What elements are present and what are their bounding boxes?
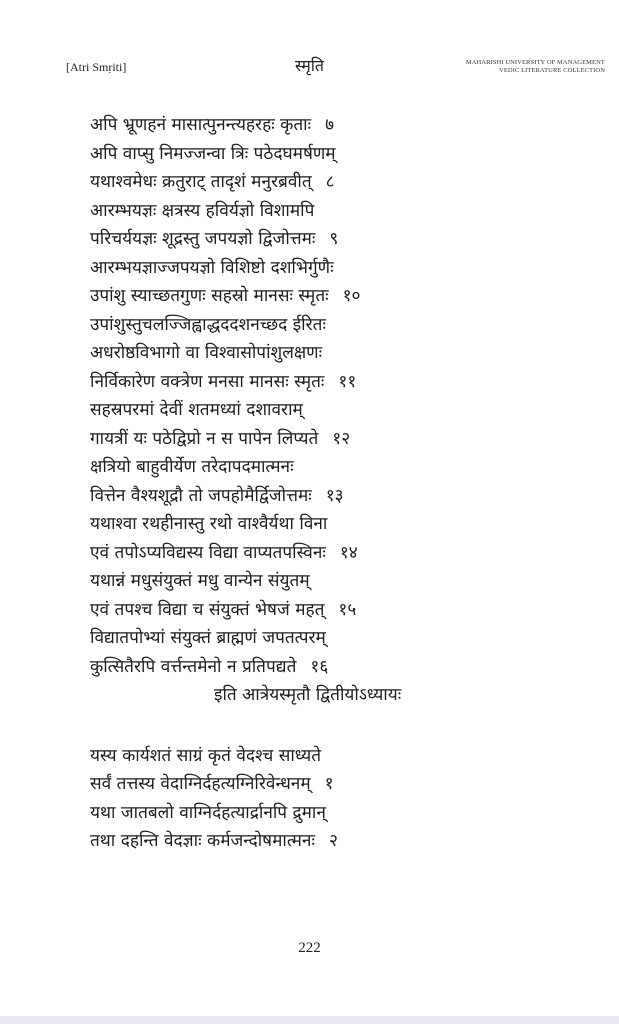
verse-body <box>90 111 590 856</box>
verse-line <box>90 596 590 625</box>
verse-line <box>90 567 590 596</box>
verse-text: आरम्भयज्ञाज्जपयज्ञो विशिष्टो दशभिर्गुणैः <box>90 257 334 278</box>
verse-text: गायत्रीं यः पठेद्विप्रो न स पापेन लिप्यते <box>90 428 319 449</box>
verse-line <box>90 827 590 856</box>
section-gap <box>90 710 590 742</box>
publisher-line-1: MAHARISHI UNIVERSITY OF MANAGEMENT <box>465 59 605 66</box>
verse-line <box>90 653 590 682</box>
verse-text: यस्य कार्यशतं साग्रं कृतं वेदश्च साध्यते <box>90 745 322 766</box>
verse-text: निर्विकारेण वक्त्रेण मनसा मानसः स्मृतः <box>90 371 325 392</box>
verse-line <box>90 225 590 254</box>
verse-number: ९ <box>329 229 339 249</box>
verse-text: एवं तपोऽप्यविद्यस्य विद्या वाप्यतपस्विनः <box>90 542 326 563</box>
verse-line <box>90 111 590 140</box>
verse-text: क्षत्रियो बाहुवीर्येण तरेदापदमात्मनः <box>90 457 294 477</box>
chapter-two-verses <box>90 111 590 681</box>
verse-text: कुत्सितैरपि वर्त्तन्तमेनो न प्रतिपद्यते <box>90 656 297 677</box>
verse-text: उपांशु स्याच्छतगुणः सहस्रो मानसः स्मृतः <box>90 286 329 306</box>
verse-number: ७ <box>325 115 335 135</box>
verse-text: यथाश्वा रथहीनास्तु रथो वाश्वैर्यथा विना <box>90 514 328 534</box>
verse-number: ११ <box>338 371 357 392</box>
verse-line <box>90 482 590 511</box>
verse-line <box>90 510 590 539</box>
verse-text: उपांशुस्तुचलज्जिह्वाद्धददशनच्छद ईरितः <box>90 314 326 335</box>
verse-line <box>90 311 590 340</box>
chapter-colophon: इति आत्रेयस्मृतौ द्वितीयोऽध्यायः <box>214 685 402 705</box>
verse-line <box>90 396 590 425</box>
verse-line <box>90 742 590 771</box>
verse-number: २ <box>328 831 338 851</box>
chapter-three-verses <box>90 742 590 856</box>
verse-text: अपि भ्रूणहनं मासात्पुनन्त्यहरहः कृताः <box>90 115 312 135</box>
publisher-line-2: VEDIC LITERATURE COLLECTION <box>499 67 605 74</box>
verse-line <box>90 197 590 226</box>
verse-text: यथान्नं मधुसंयुक्तं मधु वान्येन संयुतम् <box>90 571 310 591</box>
verse-text: यथा जातबलो वाग्निर्दहत्यार्द्रानपि द्रुमान् <box>90 802 326 823</box>
running-head-center: स्मृति <box>294 56 325 75</box>
verse-text: आरम्भयज्ञः क्षत्रस्य हविर्यज्ञो विशामपि <box>90 200 315 221</box>
verse-line <box>90 770 590 799</box>
verse-text: सर्वं तत्तस्य वेदाग्निर्दहत्यग्निरिवेन्धनम् <box>90 774 311 794</box>
verse-line <box>90 624 590 653</box>
running-head-title: [Atri Smṛiti] <box>66 60 127 74</box>
verse-text: यथाश्वमेधः क्रतुराट् तादृशं मनुरब्रवीत् <box>90 172 312 192</box>
verse-number: १२ <box>332 428 351 449</box>
verse-number: ८ <box>325 172 335 192</box>
page-number: 222 <box>298 940 321 956</box>
verse-text: अपि वाप्सु निमज्जन्वा त्रिः पठेदघमर्षणम् <box>90 143 336 164</box>
verse-line <box>90 425 590 454</box>
verse-text: तथा दहन्ति वेदज्ञाः कर्मजन्दोषमात्मनः <box>90 831 315 851</box>
verse-line <box>90 368 590 397</box>
verse-number: १० <box>342 286 361 306</box>
verse-number: १६ <box>310 656 329 677</box>
verse-line <box>90 339 590 368</box>
verse-number: १३ <box>325 485 344 506</box>
verse-text: परिचर्ययज्ञः शूद्रस्तु जपयज्ञो द्विजोत्तमः <box>90 229 316 249</box>
verse-text: विद्यातपोभ्यां संयुक्तं ब्राह्मणं जपतत्परम् <box>90 628 326 648</box>
verse-line <box>90 282 590 311</box>
verse-line <box>90 254 590 283</box>
verse-line <box>90 799 590 828</box>
verse-text: वित्तेन वैश्यशूद्रौ तो जपहोमैर्द्विजोत्तमः <box>90 485 312 506</box>
verse-number: १ <box>324 774 334 794</box>
verse-number: १४ <box>339 542 358 563</box>
verse-line <box>90 168 590 197</box>
verse-number: १५ <box>338 599 357 620</box>
publisher-credit <box>466 59 605 75</box>
verse-line <box>90 453 590 482</box>
verse-text: एवं तपश्च विद्या च संयुक्तं भेषजं महत् <box>90 599 325 620</box>
bottom-strip <box>0 1016 619 1024</box>
verse-line <box>90 140 590 169</box>
verse-line <box>90 539 590 568</box>
verse-text: अधरोष्ठविभागो वा विश्वासोपांशुलक्षणः <box>90 343 323 363</box>
verse-text: सहस्रपरमां देवीं शतमध्यां दशावराम् <box>90 400 303 420</box>
